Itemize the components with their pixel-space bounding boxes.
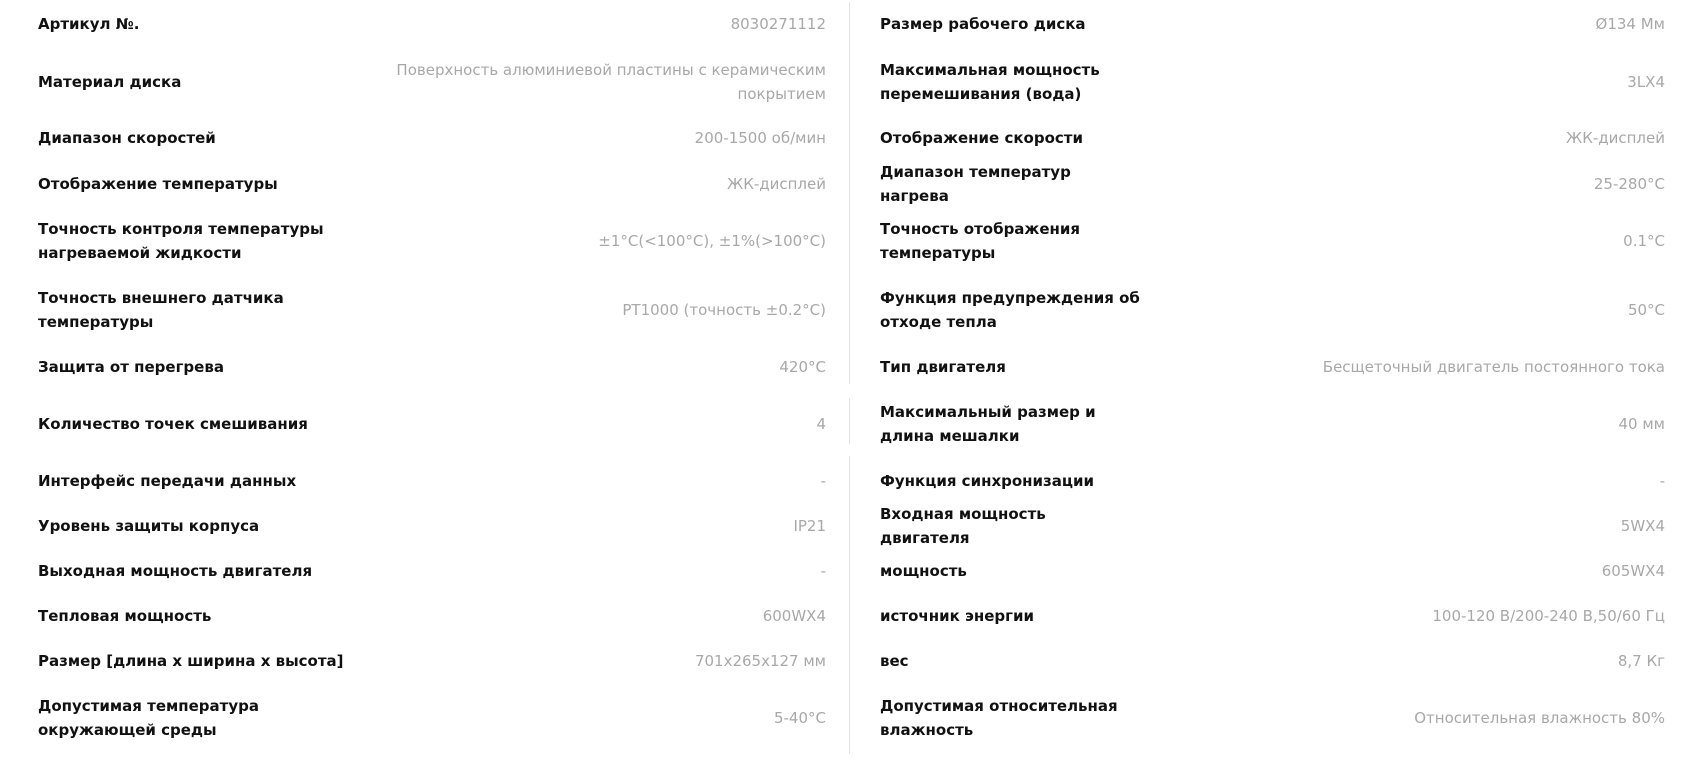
spec-row: [880, 115, 1665, 161]
spec-row: [38, 48, 826, 115]
spec-row: [38, 389, 826, 458]
spec-label: Допустимая относительная влажность: [880, 696, 1118, 739]
spec-row: [880, 638, 1665, 683]
spec-value: 25-280°C: [1593, 174, 1665, 193]
spec-value: ЖК-дисплей: [727, 174, 826, 193]
spec-row: [880, 389, 1665, 458]
spec-row: [38, 275, 826, 344]
spec-value: 8,7 Кг: [1617, 651, 1665, 670]
spec-column-right: [880, 0, 1665, 752]
spec-label: Входная мощность двигателя: [880, 504, 1046, 547]
spec-value: 5-40°C: [773, 708, 826, 727]
spec-label: Точность отображения температуры: [880, 219, 1081, 262]
spec-value: 420°C: [779, 357, 826, 376]
spec-label: Отображение температуры: [38, 174, 278, 193]
spec-label: Функция синхронизации: [880, 471, 1095, 490]
spec-value: Ø134 Мм: [1595, 15, 1665, 33]
spec-value: ЖК-дисплей: [1566, 129, 1665, 147]
spec-value: 200-1500 об/мин: [694, 129, 826, 147]
spec-value: 0.1°C: [1623, 231, 1665, 250]
spec-label: Артикул №.: [38, 15, 140, 33]
spec-label: Отображение скорости: [880, 129, 1083, 147]
spec-value: -: [820, 561, 826, 580]
spec-label: Материал диска: [38, 72, 182, 91]
spec-label: Защита от перегрева: [38, 357, 224, 376]
spec-value: Поверхность алюминиевой пластины с керамическим покрытием: [396, 60, 826, 103]
spec-label: Допустимая температура окружающей среды: [38, 696, 259, 739]
spec-label: Выходная мощность двигателя: [38, 561, 313, 580]
spec-row: [38, 458, 826, 503]
spec-value: 701x265x127 мм: [694, 651, 826, 670]
spec-value: 40 мм: [1618, 414, 1665, 433]
spec-row: [38, 548, 826, 593]
spec-row: [880, 344, 1665, 389]
spec-value: -: [820, 471, 826, 490]
spec-value: 50°C: [1627, 300, 1665, 319]
spec-value: PT1000 (точность ±0.2°C): [622, 300, 826, 319]
spec-row: [38, 344, 826, 389]
spec-label: Уровень защиты корпуса: [38, 516, 260, 535]
spec-row: [38, 206, 826, 275]
spec-label: Размер [длина x ширина x высота]: [38, 651, 344, 670]
spec-row: [880, 206, 1665, 275]
spec-row: [880, 161, 1665, 206]
spec-label: мощность: [880, 561, 967, 580]
spec-value: IP21: [793, 516, 826, 535]
spec-row: [880, 548, 1665, 593]
spec-row: [38, 593, 826, 638]
spec-label: Функция предупреждения об отходе тепла: [880, 288, 1140, 331]
spec-label: Количество точек смешивания: [38, 414, 308, 433]
spec-value: Относительная влажность 80%: [1414, 708, 1665, 727]
spec-label: вес: [880, 651, 909, 670]
spec-row: [38, 638, 826, 683]
spec-label: Максимальная мощность перемешивания (вода): [880, 60, 1100, 103]
spec-row: [38, 0, 826, 48]
spec-label: Точность контроля температуры нагреваемой жидкости: [38, 219, 324, 262]
spec-row: [880, 0, 1665, 48]
spec-value: 600WX4: [762, 606, 826, 625]
spec-value: 5WX4: [1620, 516, 1665, 535]
spec-row: [38, 503, 826, 548]
spec-row: [880, 593, 1665, 638]
column-divider: [849, 398, 850, 444]
spec-label: Максимальный размер и длина мешалки: [880, 402, 1096, 445]
spec-row: [880, 48, 1665, 115]
spec-value: Бесщеточный двигатель постоянного тока: [1322, 357, 1665, 376]
spec-row: [38, 683, 826, 752]
spec-row: [38, 161, 826, 206]
spec-value: 100-120 В/200-240 В,50/60 Гц: [1432, 606, 1665, 625]
spec-label: Диапазон скоростей: [38, 129, 216, 147]
spec-label: Интерфейс передачи данных: [38, 471, 297, 490]
spec-value: 4: [816, 414, 826, 433]
spec-row: [880, 275, 1665, 344]
spec-label: Тепловая мощность: [38, 606, 212, 625]
spec-value: 8030271112: [730, 15, 826, 33]
spec-row: [880, 683, 1665, 752]
spec-value: 3LX4: [1627, 72, 1665, 91]
spec-label: Диапазон температур нагрева: [880, 162, 1071, 205]
spec-label: источник энергии: [880, 606, 1034, 625]
spec-value: -: [1659, 471, 1665, 490]
spec-value: ±1°C(<100°C), ±1%(>100°C): [598, 231, 826, 250]
column-divider: [849, 456, 850, 754]
spec-label: Точность внешнего датчика температуры: [38, 288, 284, 331]
spec-column-left: [38, 0, 826, 752]
column-divider: [849, 2, 850, 384]
spec-label: Размер рабочего диска: [880, 15, 1086, 33]
spec-value: 605WX4: [1601, 561, 1665, 580]
spec-row: [38, 115, 826, 161]
spec-label: Тип двигателя: [880, 357, 1006, 376]
spec-row: [880, 503, 1665, 548]
spec-row: [880, 458, 1665, 503]
